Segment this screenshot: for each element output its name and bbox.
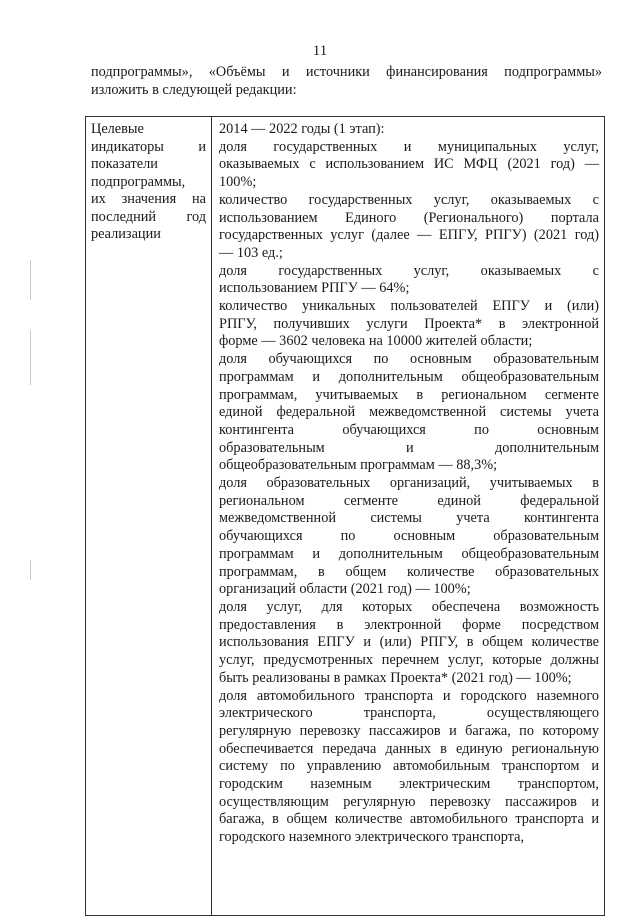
body-line: единой федеральной межведомственной системы учета — [219, 404, 599, 421]
scan-artifact-line — [30, 260, 31, 300]
body-line: организаций области (2021 год) — 100%; — [219, 581, 471, 598]
body-line: доля государственных и муниципальных услуг, — [219, 138, 599, 155]
body-line: РПГУ, получивших услуги Проекта* в электронной — [219, 315, 599, 332]
body-line: доля государственных услуг, оказываемых с — [219, 262, 599, 279]
label-line: реализации — [91, 226, 161, 242]
scan-artifact-line — [30, 560, 31, 580]
label-line: подпрограммы, — [91, 173, 186, 190]
body-line: межведомственной системы учета контингента — [219, 510, 599, 527]
body-line: количество государственных услуг, оказываемых с — [219, 191, 599, 208]
body-line: городского наземного электрического транспорта, — [219, 829, 525, 846]
body-line: использования ЕПГУ и (или) РПГУ, в общем количестве — [219, 634, 599, 651]
body-line: 2014 — 2022 годы (1 этап): — [219, 121, 385, 137]
label-line: Целевые — [91, 121, 144, 137]
body-line: количество уникальных пользователей ЕПГУ и (или) — [219, 298, 599, 315]
label-line: их значения на — [91, 191, 206, 207]
table-row — [86, 117, 605, 916]
body-line: городским наземным электрическим транспортом, — [219, 776, 599, 793]
body-line: программам и дополнительным общеобразовательным — [219, 368, 599, 385]
body-line: контингента обучающихся по основным — [219, 421, 599, 438]
body-line: оказываемых с использованием ИС МФЦ (2021 год) — — [219, 156, 599, 173]
body-line: электрического транспорта, осуществляющего — [219, 705, 599, 722]
body-line: использованием Единого (Регионального) портала — [219, 209, 599, 226]
body-line: государственных услуг (далее — ЕПГУ, РПГУ) (2021 год) — [219, 227, 599, 244]
body-line: использованием РПГУ — 64%; — [219, 280, 410, 297]
body-line: регулярную перевозку пассажиров и багажа, по которому — [219, 722, 599, 739]
label-line: индикаторы и — [91, 138, 206, 155]
body-line: быть реализованы в рамках Проекта* (2021 год) — 100%; — [219, 669, 572, 686]
intro-line: подпрограммы», «Объёмы и источники финансирования подпрограммы» — [91, 64, 602, 80]
label-line: показатели — [91, 156, 158, 172]
body-line: доля обучающихся по основным образовательным — [219, 351, 599, 368]
body-line: — 103 ед.; — [219, 244, 283, 261]
label-line: последний год — [91, 208, 206, 225]
body-line: общеобразовательным программам — 88,3%; — [219, 457, 498, 474]
body-line: доля образовательных организаций, учитываемых в — [219, 475, 599, 492]
body-line: услуг, предусмотренных перечнем услуг, которые должны — [219, 652, 599, 669]
body-line: программам, в общем количестве образовательных — [219, 563, 599, 580]
body-line: систему по управлению автомобильным транспортом и — [219, 758, 599, 775]
page-number: 11 — [312, 43, 328, 59]
body-line: доля автомобильного транспорта и городского наземного — [219, 687, 599, 704]
body-line: форме — 3602 человека на 10000 жителей области; — [219, 333, 533, 350]
indicators-table — [85, 116, 605, 916]
body-line: региональном сегменте единой федеральной — [219, 492, 599, 509]
body-line: программам, учитываемых в региональном сегменте — [219, 386, 599, 403]
body-line: доля услуг, для которых обеспечена возможность — [219, 598, 599, 615]
body-line: обучающихся по основным образовательным — [219, 528, 599, 545]
label-cell — [86, 117, 212, 916]
body-line: предоставления в электронной форме посредством — [219, 616, 599, 633]
body-line: багажа, в общем количестве автомобильного транспорта и — [219, 811, 599, 828]
intro-paragraph — [91, 64, 602, 99]
scan-artifact-line — [30, 330, 31, 385]
body-line: обеспечивается передача данных в единую региональную — [219, 740, 599, 757]
body-cell — [212, 117, 605, 916]
body-line: образовательным и дополнительным — [219, 439, 599, 456]
body-line: 100%; — [219, 174, 257, 191]
body-line: программам и дополнительным общеобразовательным — [219, 545, 599, 562]
body-line: осуществляющим регулярную перевозку пассажиров и — [219, 793, 599, 810]
intro-line: изложить в следующей редакции: — [91, 81, 297, 98]
